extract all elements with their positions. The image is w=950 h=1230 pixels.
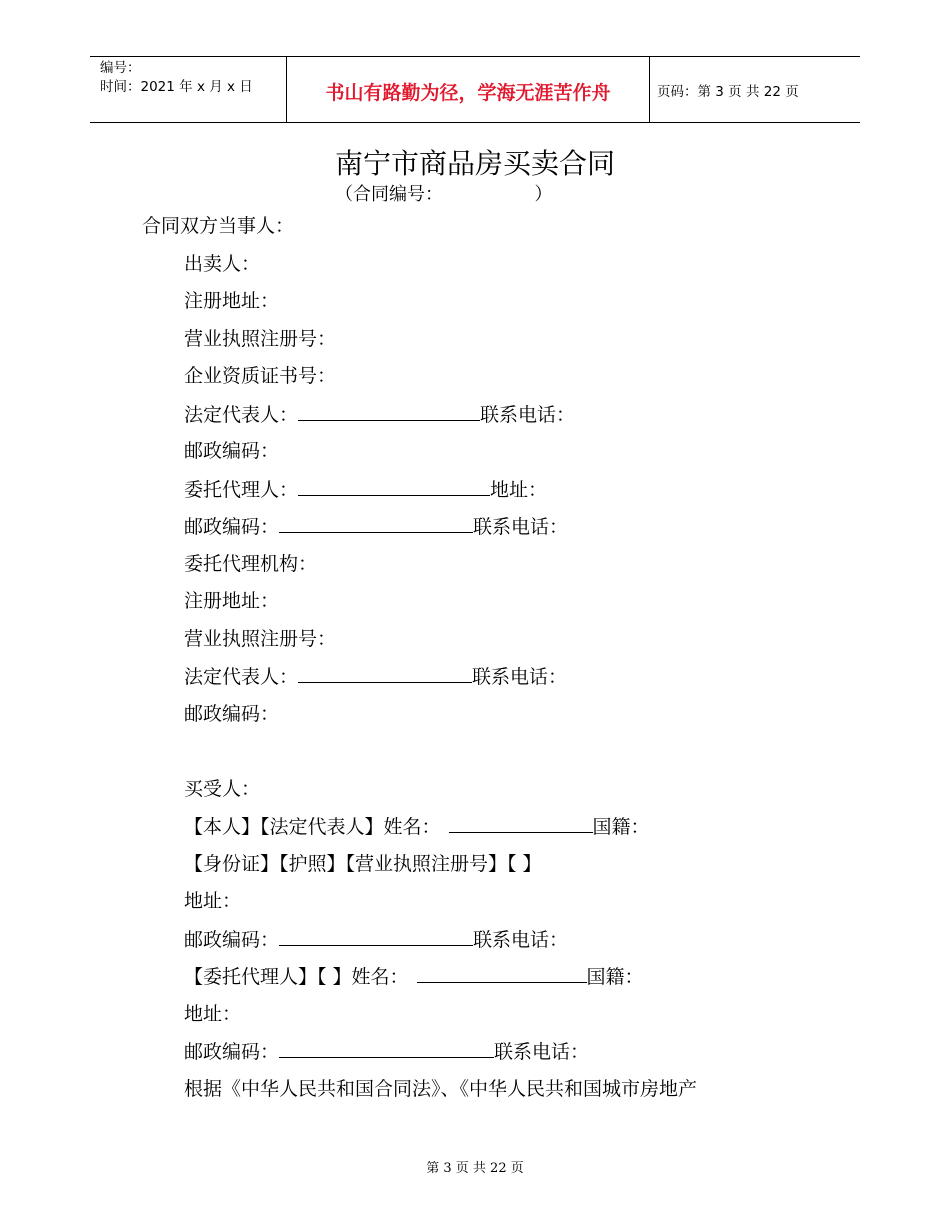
page-footer: 第 3 页 共 22 页 <box>426 1161 524 1176</box>
postcode-label: 邮政编码： <box>184 929 280 951</box>
seller-label: 出卖人： <box>184 253 261 275</box>
agent-options: 【委托代理人】【 】姓名： <box>184 966 409 988</box>
seller-postcode-row <box>184 514 568 539</box>
buyer-address: 地址： <box>184 890 242 912</box>
postcode-blank[interactable] <box>279 927 473 946</box>
agency-legal-rep-row <box>184 664 567 689</box>
header-meta <box>100 59 253 97</box>
buyer-postcode-row <box>184 927 568 952</box>
agent-label: 委托代理人： <box>184 479 299 501</box>
agency-label: 委托代理机构： <box>184 553 318 575</box>
nationality-label: 国籍： <box>592 816 650 838</box>
postcode-blank[interactable] <box>279 514 473 533</box>
postcode-blank[interactable] <box>279 1039 494 1058</box>
seller-postcode: 邮政编码： <box>184 440 280 462</box>
seller-legal-rep-row <box>184 402 575 427</box>
identity-options: 【本人】【法定代表人】姓名： <box>184 816 441 838</box>
phone-label: 联系电话： <box>473 929 569 951</box>
buyer-name-row <box>184 814 650 839</box>
phone-label: 联系电话： <box>480 404 576 426</box>
postcode-label: 邮政编码： <box>184 1041 280 1063</box>
time-label: 时间：2021 年 x 月 x 日 <box>100 79 253 95</box>
seller-license-no: 营业执照注册号： <box>184 328 337 350</box>
phone-label: 联系电话： <box>494 1041 590 1063</box>
name-blank[interactable] <box>449 814 593 833</box>
header-page-info: 页码：第 3 页 共 22 页 <box>657 84 799 100</box>
nationality-label: 国籍： <box>586 966 644 988</box>
legal-rep-label: 法定代表人： <box>184 666 299 688</box>
legal-rep-label: 法定代表人： <box>184 404 299 426</box>
address-label: 地址： <box>490 479 548 501</box>
seller-reg-address: 注册地址： <box>184 290 280 312</box>
header-bottom-rule <box>90 122 860 123</box>
postcode-label: 邮政编码： <box>184 516 280 538</box>
buyer-label: 买受人： <box>184 778 261 800</box>
legal-rep-blank[interactable] <box>298 664 472 683</box>
agency-postcode: 邮政编码： <box>184 703 280 725</box>
header-top-rule <box>90 56 860 57</box>
header-motto: 书山有路勤为径，学海无涯苦作舟 <box>325 82 611 104</box>
agency-reg-address: 注册地址： <box>184 590 280 612</box>
agency-license-no: 营业执照注册号： <box>184 628 337 650</box>
buyer-address-2: 地址： <box>184 1003 242 1025</box>
document-title: 南宁市商品房买卖合同 <box>334 147 615 180</box>
serial-label: 编号： <box>100 60 141 76</box>
agent-blank[interactable] <box>298 477 490 496</box>
buyer-postcode-row-2 <box>184 1039 589 1064</box>
seller-qualification-no: 企业资质证书号： <box>184 365 337 387</box>
agent-name-blank[interactable] <box>417 964 587 983</box>
parties-heading: 合同双方当事人： <box>142 215 295 237</box>
legal-rep-blank[interactable] <box>298 402 480 421</box>
header-divider-right <box>649 56 650 122</box>
contract-number-line: （合同编号： ） <box>335 184 553 205</box>
legal-basis-text: 根据《中华人民共和国合同法》、《中华人民共和国城市房地产 <box>184 1078 698 1100</box>
buyer-id-options: 【身份证】【护照】【营业执照注册号】【 】 <box>184 853 542 875</box>
seller-agent-row <box>184 477 547 502</box>
buyer-agent-row <box>184 964 644 989</box>
phone-label: 联系电话： <box>472 666 568 688</box>
phone-label: 联系电话： <box>473 516 569 538</box>
